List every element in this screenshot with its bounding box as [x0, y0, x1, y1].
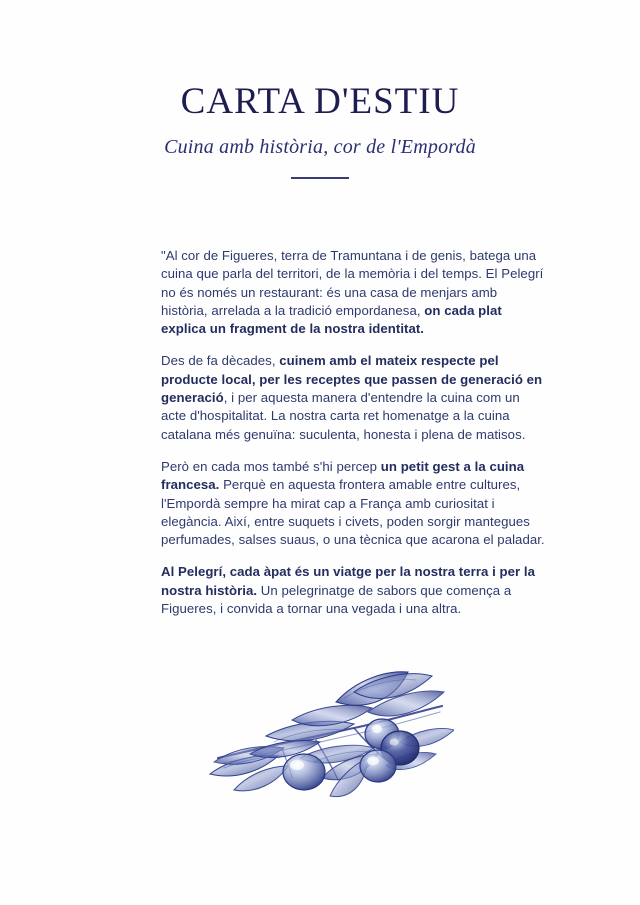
emphasis-text: on cada plat explica un fragment de la nostra identitat. — [161, 302, 502, 337]
page-title: CARTA D'ESTIU — [180, 81, 460, 122]
page-header — [0, 82, 640, 179]
paragraph-3: Però en cada mos també s'hi percep un petit gest a la cuina francesa. Perquè en aquesta frontera amable entre cultures, l'Empordà sempre ha mirat cap a França amb curiositat i elegància. Així, entre suquets i civets, poden sorgir mantegues perfumades, salses suaus, o una tècnica que acarona el paladar. — [161, 458, 545, 548]
emphasis-text: un petit gest a la cuina francesa. — [161, 458, 525, 493]
divider-container — [0, 177, 640, 179]
paragraph-4: Al Pelegrí, cada àpat és un viatge per la nostra terra i per la nostra història. Un pelegrinatge de sabors que comença a Figueres, i convida a tornar una vegada i una altra. — [161, 564, 536, 617]
emphasis-text: Al Pelegrí, cada àpat és un viatge per la nostra terra i per la nostra història. — [161, 564, 536, 598]
body-copy — [161, 247, 547, 618]
header-divider-rule — [291, 177, 349, 179]
emphasis-text: cuinem amb el mateix respecte pel producte local, per les receptes que passen de generació en generació — [161, 353, 543, 406]
paragraph-2: Des de fa dècades, cuinem amb el mateix respecte pel producte local, per les receptes que passen de generació en generació, i per aquesta manera d'entendre la cuina com un acte d'hospitalitat. La nostra carta ret homenatge a la cuina catalana més genuïna: suculenta, honesta i plena de matisos. — [161, 353, 543, 442]
page-subtitle: Cuina amb història, cor de l'Empordà — [164, 136, 476, 158]
olive-branch-illustration — [204, 662, 454, 834]
paragraph-1: "Al cor de Figueres, terra de Tramuntana i de genis, batega una cuina que parla del territori, de la memòria i del temps. El Pelegrí no és només un restaurant: és una casa de menjars amb història, arrelada a la tradició empordanesa, on cada plat explica un fragment de la nostra identitat. — [161, 248, 544, 337]
